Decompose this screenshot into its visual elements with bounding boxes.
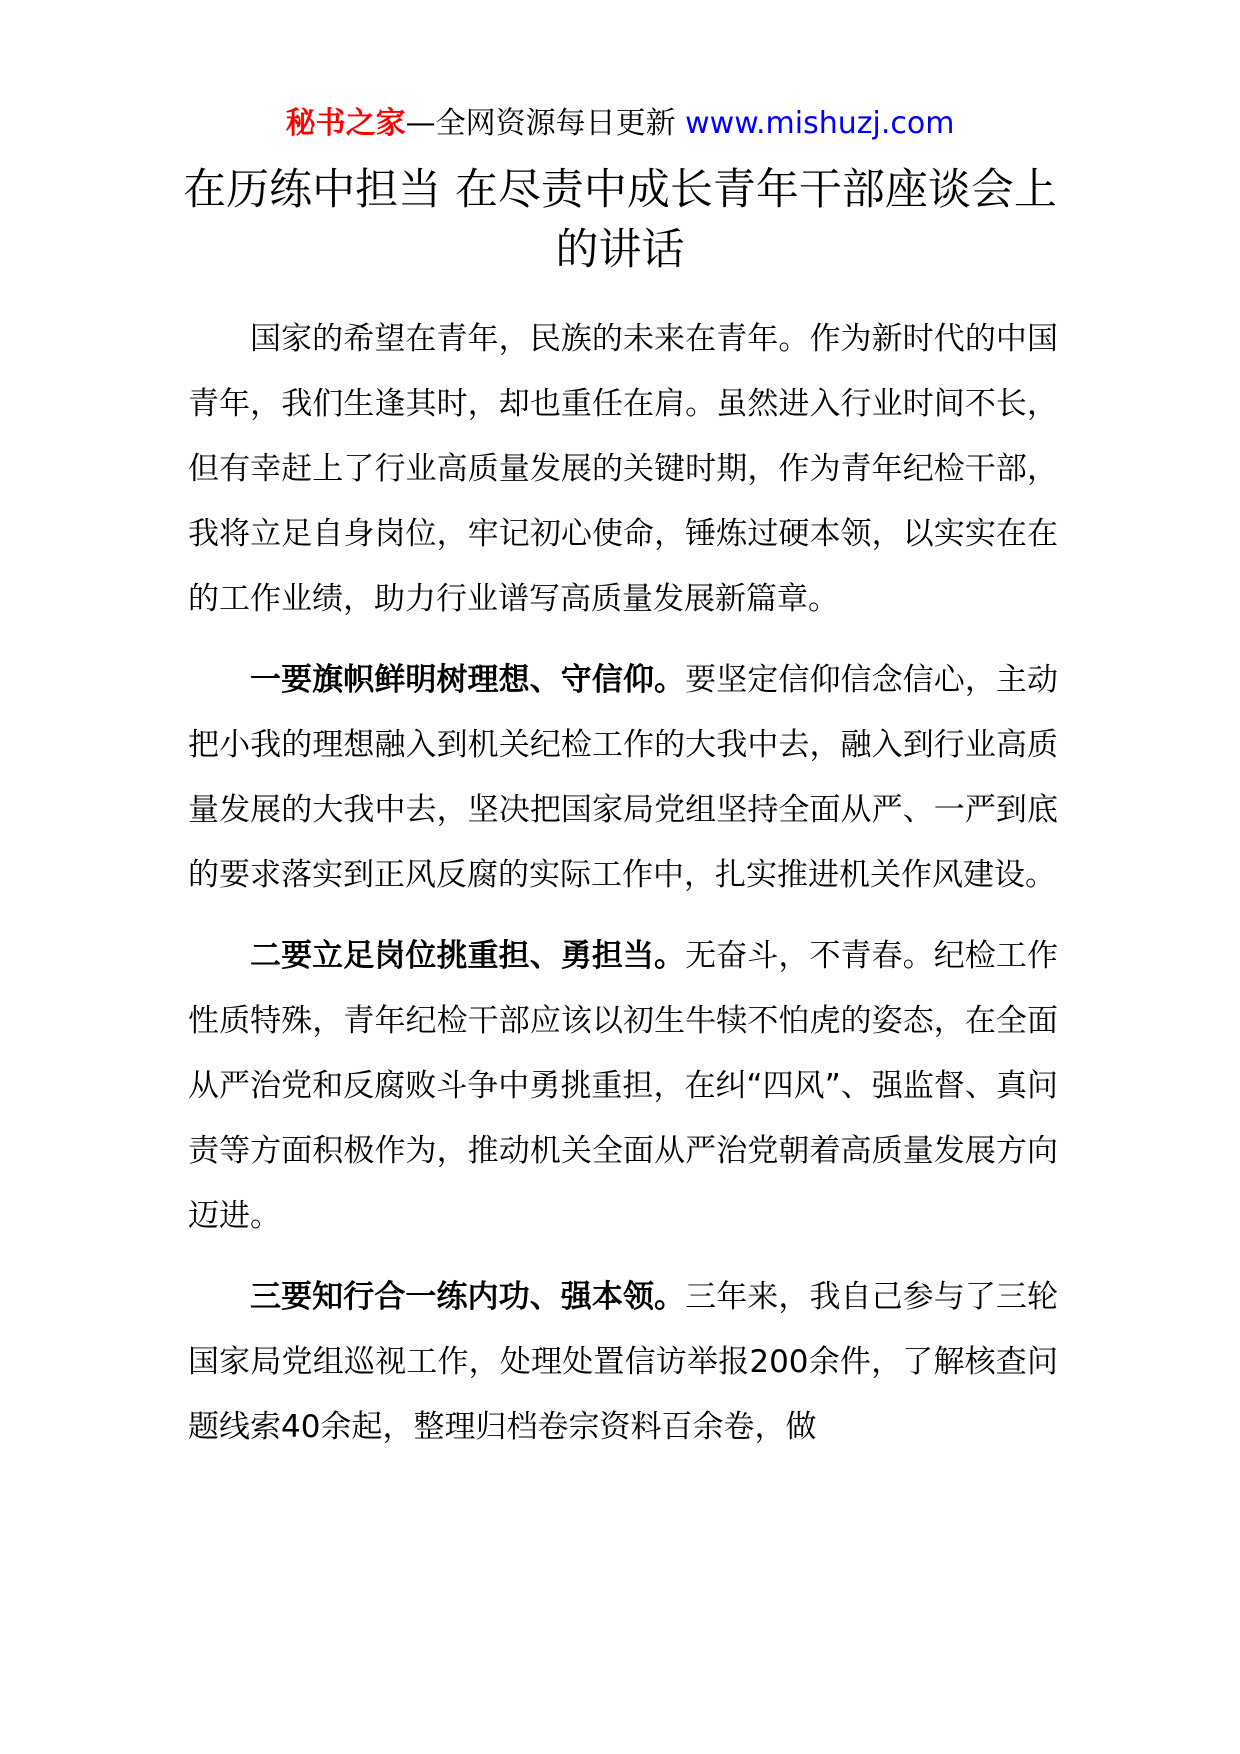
document-body — [188, 307, 1058, 1476]
paragraph-point-one — [188, 648, 1058, 908]
paragraph-point-two — [188, 924, 1058, 1249]
document-title: 在历练中担当 在尽责中成长青年干部座谈会上的讲话 — [183, 165, 1057, 275]
paragraph-heading: 三要知行合一练内功、强本领。 — [250, 1279, 686, 1315]
paragraph-intro — [188, 307, 1058, 632]
paragraph-heading: 一要旗帜鲜明树理想、守信仰。 — [250, 662, 686, 698]
site-brand: 秘书之家 — [285, 106, 406, 141]
paragraph-text: 国家的希望在青年，民族的未来在青年。作为新时代的中国青年，我们生逢其时，却也重任在肩。虽然进入行业时间不长，但有幸赶上了行业高质量发展的关键时期，作为青年纪检干部，我将立足自身岗位，牢记初心使命，锤炼过硬本领，以实实在在的工作业绩，助力行业谱写高质量发展新篇章。 — [188, 321, 1058, 617]
site-tagline: —全网资源每日更新 — [405, 106, 676, 141]
site-header — [0, 98, 1240, 150]
paragraph-point-three — [188, 1265, 1058, 1460]
paragraph-text: 要坚定信仰信念信心，主动把小我的理想融入到机关纪检工作的大我中去，融入到行业高质量发展的大我中去，坚决把国家局党组坚持全面从严、一严到底的要求落实到正风反腐的实际工作中，扎实推进机关作风建设。 — [188, 662, 1059, 893]
paragraph-text: 三年来，我自己参与了三轮国家局党组巡视工作，处理处置信访举报200余件，了解核查问题线索40余起，整理归档卷宗资料百余卷，做 — [188, 1279, 1059, 1445]
paragraph-text: 无奋斗，不青春。纪检工作性质特殊，青年纪检干部应该以初生牛犊不怕虎的姿态，在全面从严治党和反腐败斗争中勇挑重担，在纠“四风”、强监督、真问责等方面积极作为，推动机关全面从严治党朝着高质量发展方向迈进。 — [188, 938, 1059, 1234]
paragraph-heading: 二要立足岗位挑重担、勇担当。 — [250, 938, 686, 974]
site-url-link[interactable]: www.mishuzj.com — [685, 106, 955, 141]
